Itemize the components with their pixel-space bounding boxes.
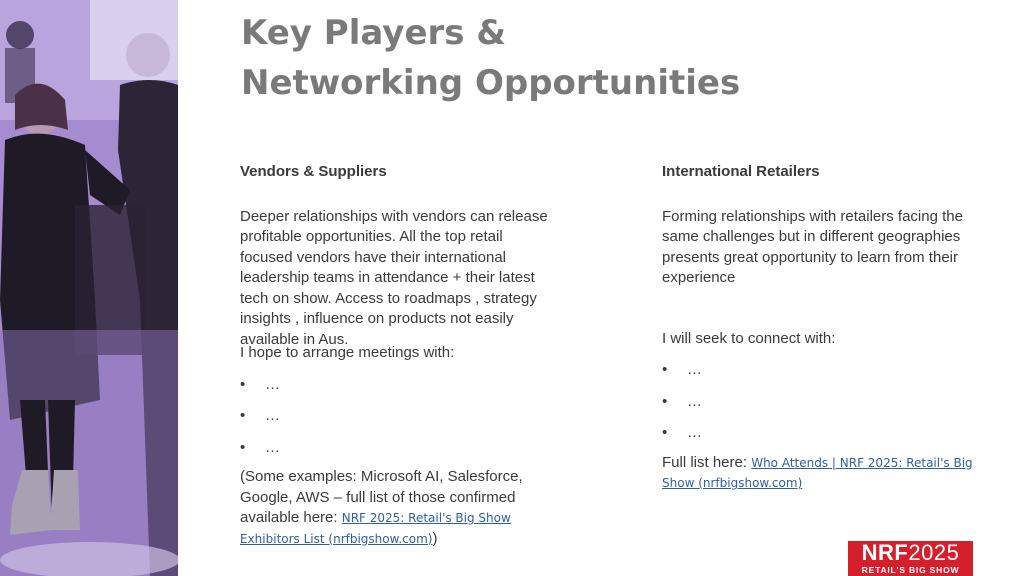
examples-paragraph — [240, 467, 600, 549]
text-line: leadership teams in attendance + their latest — [240, 269, 535, 286]
full-list-line — [662, 453, 1007, 474]
text-line: experience — [662, 269, 736, 286]
text-line: profitable opportunities. All the top retail — [240, 228, 503, 245]
list-item — [240, 375, 600, 396]
bullet-icon: • — [240, 438, 246, 456]
exhibitors-link[interactable]: NRF 2025: Retail's Big Show — [341, 511, 511, 525]
nrf-logo — [848, 541, 973, 576]
text-line: Forming relationships with retailers facing the — [662, 207, 963, 225]
logo-tagline: RETAIL'S BIG SHOW — [861, 565, 960, 575]
text-line — [240, 529, 600, 550]
text-line — [240, 508, 600, 529]
connect-intro: I will seek to connect with: — [662, 329, 836, 347]
text-line: insights , influence on products not easily — [240, 310, 514, 327]
page-title — [241, 8, 941, 108]
logo-nrf: NRF — [861, 540, 909, 565]
text-line: presents great opportunity to learn from their — [662, 248, 958, 266]
text-line: tech on show. Access to roadmaps , strategy — [240, 289, 537, 307]
bullet-icon: • — [240, 375, 246, 393]
who-attends-link-continued[interactable]: Show (nrfbigshow.com) — [662, 476, 803, 490]
list-item — [240, 438, 600, 459]
list-item — [662, 360, 1007, 381]
retailers-heading: International Retailers — [662, 163, 820, 180]
title-line-1: Key Players & — [241, 13, 506, 53]
photo-panel — [0, 0, 178, 576]
text-line: focused vendors have their international — [240, 248, 507, 266]
text-line — [662, 473, 1007, 494]
text-line: Google, AWS – full list of those confirmed — [240, 488, 516, 506]
list-item-text: … — [265, 375, 280, 393]
close-paren: ) — [432, 529, 438, 547]
full-list-label: Full list here: — [662, 453, 752, 471]
text-line: same challenges but in different geographies — [662, 228, 961, 245]
text-line: Deeper relationships with vendors can release — [240, 207, 548, 225]
text-line: available in Aus. — [240, 330, 349, 348]
vendors-paragraph — [240, 207, 600, 351]
vendors-heading: Vendors & Suppliers — [240, 163, 387, 180]
text-line: (Some examples: Microsoft AI, Salesforce, — [240, 468, 523, 485]
vendors-column — [240, 162, 600, 549]
list-item-text: … — [265, 407, 280, 424]
retailers-column — [662, 162, 1007, 494]
list-item-text: … — [265, 438, 280, 456]
who-attends-link[interactable]: Who Attends | NRF 2025: Retail's Big — [751, 455, 973, 470]
list-item-text: … — [687, 361, 702, 378]
bullet-icon: • — [240, 407, 246, 424]
list-item-text: … — [687, 424, 702, 441]
bullet-icon: • — [662, 392, 668, 410]
title-line-2: Networking Opportunities — [241, 63, 741, 103]
people-photo — [0, 0, 178, 576]
text-line: available here: — [240, 509, 342, 526]
list-item — [662, 423, 1007, 444]
list-item-text: … — [687, 392, 702, 410]
retailers-paragraph — [662, 207, 1007, 289]
bullet-icon: • — [662, 424, 668, 441]
bullet-icon: • — [662, 361, 668, 378]
meetings-intro: I hope to arrange meetings with: — [240, 344, 455, 361]
logo-year: 2025 — [908, 540, 960, 565]
list-item — [240, 406, 600, 427]
logo-wordmark — [848, 541, 973, 565]
exhibitors-link-continued[interactable]: Exhibitors List (nrfbigshow.com) — [240, 531, 433, 546]
list-item — [662, 392, 1007, 413]
